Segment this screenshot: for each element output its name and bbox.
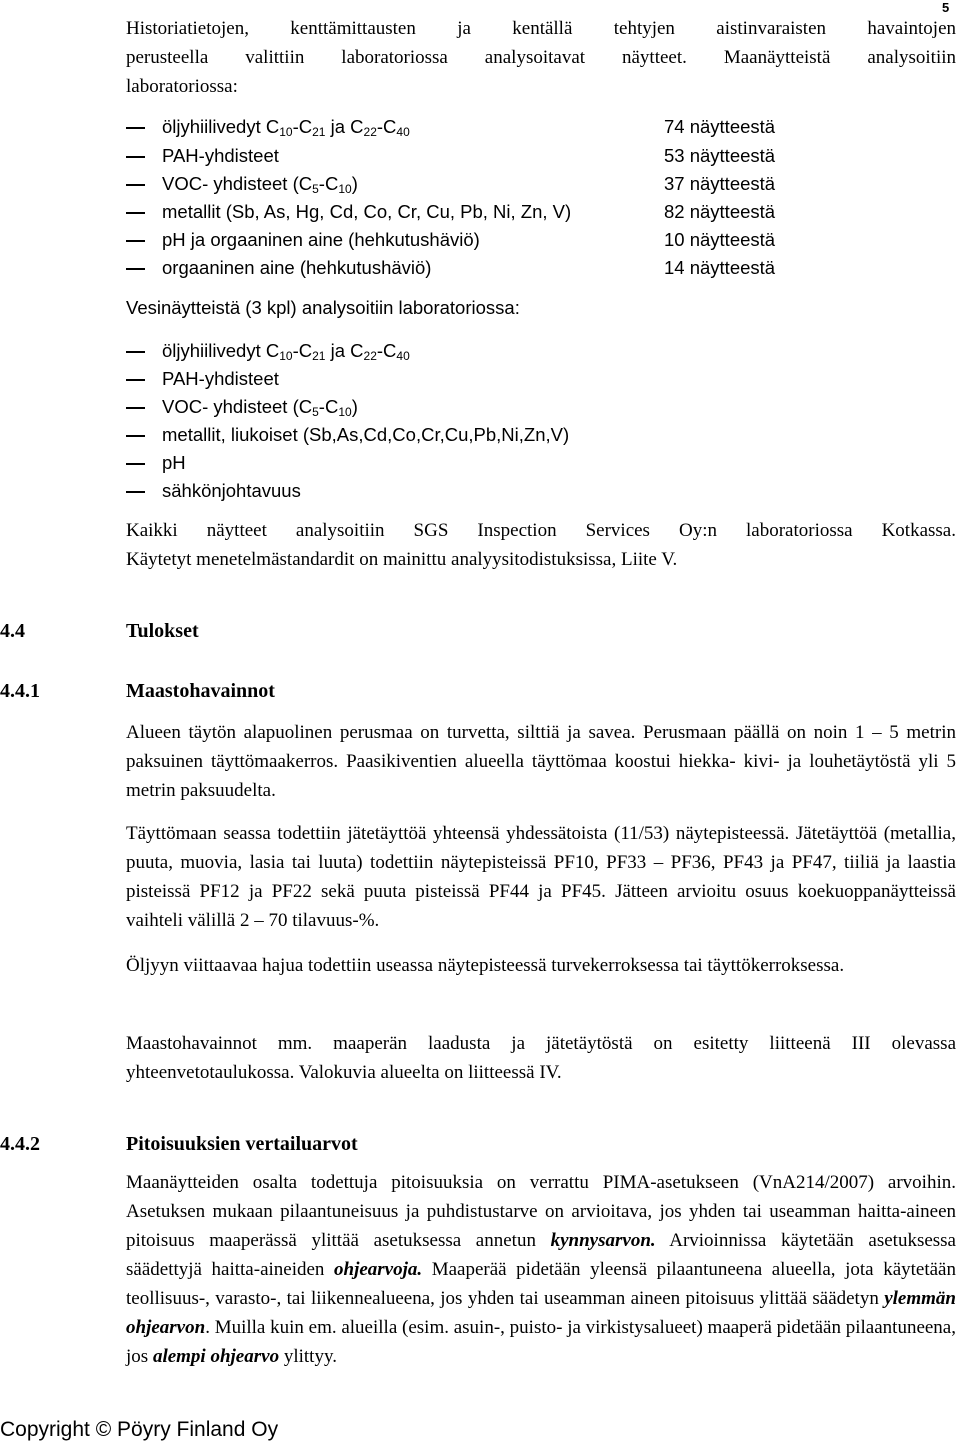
dash-bullet: [126, 127, 145, 129]
section-title: Tulokset: [126, 620, 199, 642]
lab-note-line-2: Käytetyt menetelmästandardit on mainittu analyysitodistuksissa, Liite V.: [126, 549, 678, 570]
analyte-label: sähkönjohtavuus: [162, 480, 301, 501]
intro-line-1: Historiatietojen, kenttämittausten ja kentällä tehtyjen aistinvaraisten havaintojen: [126, 18, 956, 39]
dash-bullet: [126, 463, 145, 465]
water-intro: Vesinäytteistä (3 kpl) analysoitiin laboratoriossa:: [126, 297, 520, 318]
paragraph: Maastohavainnot mm. maaperän laadusta ja jätetäytöstä on esitetty liitteenä III olevassa yhteenvetotaulukossa. Valokuvia alueelta on liitteessä IV.: [126, 1033, 956, 1083]
analyte-label: pH ja orgaaninen aine (hehkutushäviö): [162, 229, 480, 250]
dash-bullet: [126, 407, 145, 409]
sample-count: 74 näytteestä: [664, 116, 776, 137]
sample-count: 53 näytteestä: [664, 145, 776, 166]
intro-line-3: laboratoriossa:: [126, 76, 238, 97]
term-guideline: ohjearvoja.: [334, 1259, 423, 1280]
section-title: Pitoisuuksien vertailuarvot: [126, 1133, 358, 1155]
dash-bullet: [126, 379, 145, 381]
dash-bullet: [126, 156, 145, 158]
page-number: 5: [942, 0, 950, 15]
sample-count: 37 näytteestä: [664, 173, 776, 194]
analyte-label: VOC- yhdisteet $(C_5-C_{10})$: [162, 173, 358, 196]
section-number: 4.4: [0, 620, 25, 642]
intro-line-2: perusteella valittiin laboratoriossa analysoitavat näytteet. Maanäytteistä analysoitiin: [126, 47, 956, 68]
term-threshold: kynnysarvon.: [550, 1230, 656, 1251]
paragraph: Öljyyn viittaavaa hajua todettiin useassa näytepisteessä turvekerroksessa tai täyttökerroksessa.: [126, 955, 845, 976]
paragraph: Täyttömaan seassa todettiin jätetäyttöä yhteensä yhdessätoista (11/53) näytepisteessä. Jätetäyttöä (metallia, puuta, muovia, lasia tai luuta) todettiin näytepisteissä PF10, PF33 – PF36, PF43 ja PF47, tiiliä ja laastia pisteissä PF12 ja PF22 sekä puuta pisteissä PF44 ja PF45. Jätteen arvioitu osuus koekuoppanäytteissä vaihteli välillä 2 – 70 tilavuus-%.: [126, 823, 956, 931]
section-number: 4.4.2: [0, 1133, 40, 1155]
analyte-label: pH: [162, 452, 186, 473]
analyte-label: metallit, liukoiset (Sb,As,Cd,Co,Cr,Cu,Pb,Ni,Zn,V): [162, 424, 570, 445]
dash-bullet: [126, 184, 145, 186]
dash-bullet: [126, 268, 145, 270]
paragraph: Alueen täytön alapuolinen perusmaa on turvetta, silttiä ja savea. Perusmaan päällä on noin 1 – 5 metrin paksuinen täyttömaakerros. Paasikiventien alueella täyttömaa koostui hiekka- kivi- ja louhetäytöstä yli 5 metrin paksuudelta.: [126, 722, 956, 801]
analyte-label: orgaaninen aine (hehkutushäviö): [162, 257, 432, 278]
analyte-label: PAH-yhdisteet: [162, 145, 279, 166]
copyright-footer: Copyright © Pöyry Finland Oy: [0, 1418, 279, 1441]
lab-note-line-1: Kaikki näytteet analysoitiin SGS Inspection Services Oy:n laboratoriossa Kotkassa.: [126, 520, 956, 541]
sample-count: 82 näytteestä: [664, 201, 776, 222]
analyte-label: öljyhiilivedyt $C_{10}-C_{21}$ ja $C_{22}-C_{40}$: [162, 116, 410, 139]
dash-bullet: [126, 491, 145, 493]
analyte-label: VOC- yhdisteet $(C_5-C_{10})$: [162, 396, 358, 419]
term-lower-guideline: alempi ohjearvo: [152, 1346, 280, 1367]
dash-bullet: [126, 435, 145, 437]
section-title: Maastohavainnot: [126, 680, 275, 702]
sample-count: 10 näytteestä: [664, 229, 776, 250]
section-number: 4.4.1: [0, 680, 40, 702]
analyte-label: PAH-yhdisteet: [162, 368, 279, 389]
analyte-label: metallit (Sb, As, Hg, Cd, Co, Cr, Cu, Pb, Ni, Zn, V): [162, 201, 572, 222]
paragraph: Maanäytteiden osalta todettuja pitoisuuksia on verrattu PIMA-asetukseen (VnA214/2007) arvoihin. Asetuksen mukaan pilaantuneisuus ja puhdistustarve on arvioitava, jos yhden tai useamman haitta-aineen pitoisuus maaperässä ylittää asetuksessa annetun kynnysarvon. Arvioinnissa käytetään asetuksessa säädettyjä haitta-aineiden ohjearvoja. Maaperää pidetään yleensä pilaantuneena alueella, jota käytetään teollisuus-, varasto-, tai liikennealueena, jos yhden tai useamman aineen pitoisuus ylittää säädetyn ylemmän ohjearvon. Muilla kuin em. alueilla (esim. asuin-, puisto- ja virkistysalueet) maaperä pidetään pilaantuneena, jos alempi ohjearvo ylittyy.: [126, 1172, 956, 1367]
dash-bullet: [126, 240, 145, 242]
dash-bullet: [126, 212, 145, 214]
dash-bullet: [126, 351, 145, 353]
sample-count: 14 näytteestä: [664, 257, 776, 278]
term-upper-guideline: ylemmän ohjearvon: [126, 1288, 956, 1338]
analyte-label: öljyhiilivedyt $C_{10}-C_{21}$ ja $C_{22}-C_{40}$: [162, 340, 410, 363]
